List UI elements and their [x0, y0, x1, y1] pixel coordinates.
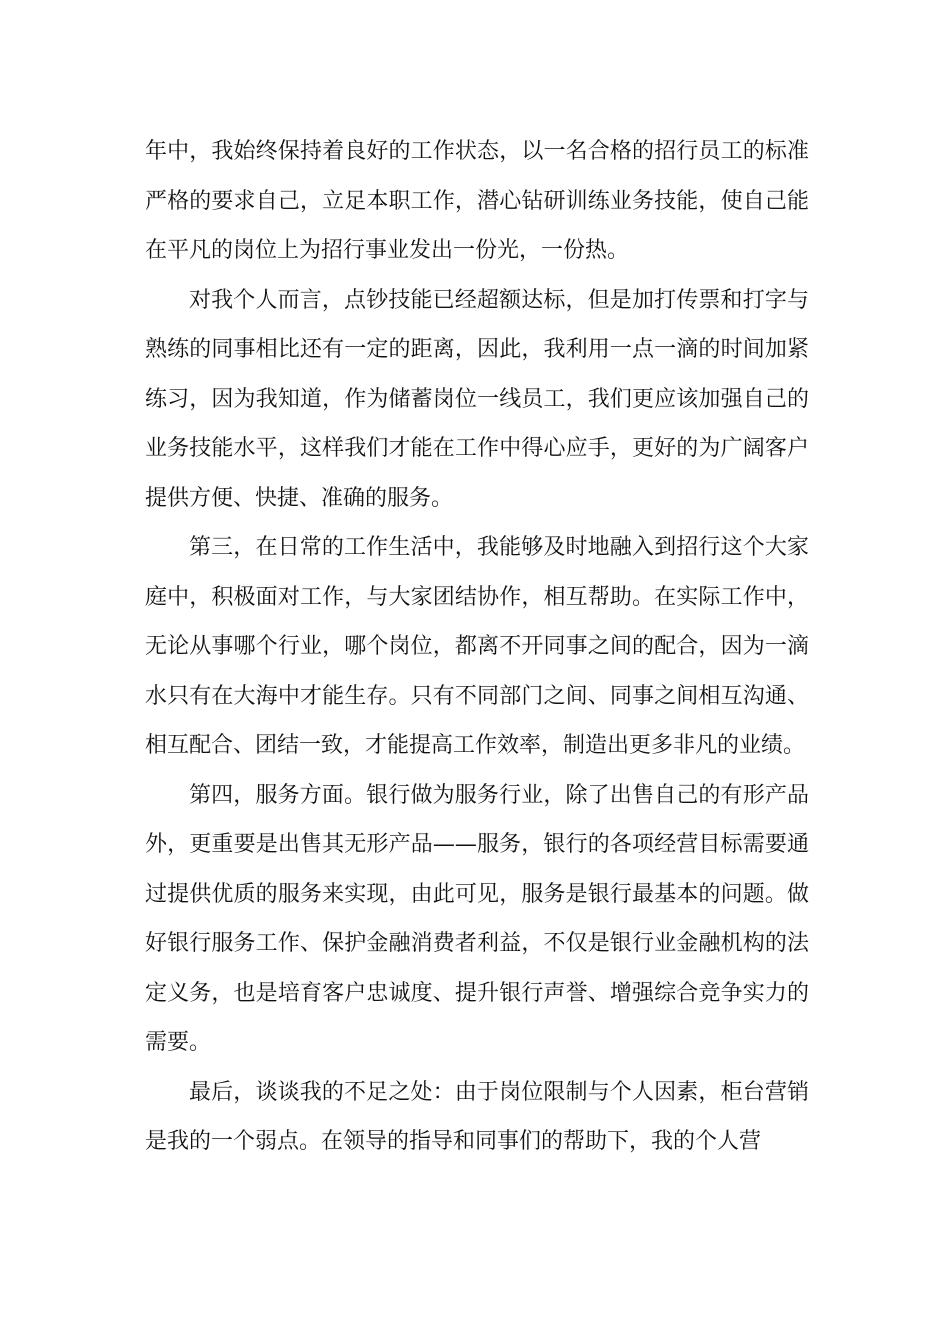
paragraph-skills: 对我个人而言，点钞技能已经超额达标，但是加打传票和打字与熟练的同事相比还有一定的距离，因此，我利用一点一滴的时间加紧练习，因为我知道，作为储蓄岗位一线员工，我们更应该加强自己的业务技能水平，这样我们才能在工作中得心应手，更好的为广阔客户提供方便、快捷、准确的服务。 [145, 287, 809, 511]
document-body [145, 127, 809, 1167]
paragraph-shortcomings: 最后，谈谈我的不足之处：由于岗位限制与个人因素，柜台营销是我的一个弱点。在领导的指导和同事们的帮助下，我的个人营 [145, 1079, 809, 1154]
paragraph-continuation: 年中，我始终保持着良好的工作状态，以一名合格的招行员工的标准严格的要求自己，立足本职工作，潜心钻研训练业务技能，使自己能在平凡的岗位上为招行事业发出一份光，一份热。 [145, 139, 809, 263]
paragraph-service: 第四，服务方面。银行做为服务行业，除了出售自己的有形产品外，更重要是出售其无形产品——服务，银行的各项经营目标需要通过提供优质的服务来实现，由此可见，服务是银行最基本的问题。做好银行服务工作、保护金融消费者利益，不仅是银行业金融机构的法定义务，也是培育客户忠诚度、提升银行声誉、增强综合竞争实力的需要。 [145, 782, 809, 1055]
paragraph-teamwork: 第三，在日常的工作生活中，我能够及时地融入到招行这个大家庭中，积极面对工作，与大家团结协作，相互帮助。在实际工作中，无论从事哪个行业，哪个岗位，都离不开同事之间的配合，因为一滴水只有在大海中才能生存。只有不同部门之间、同事之间相互沟通、相互配合、团结一致，才能提高工作效率，制造出更多非凡的业绩。 [145, 535, 809, 758]
